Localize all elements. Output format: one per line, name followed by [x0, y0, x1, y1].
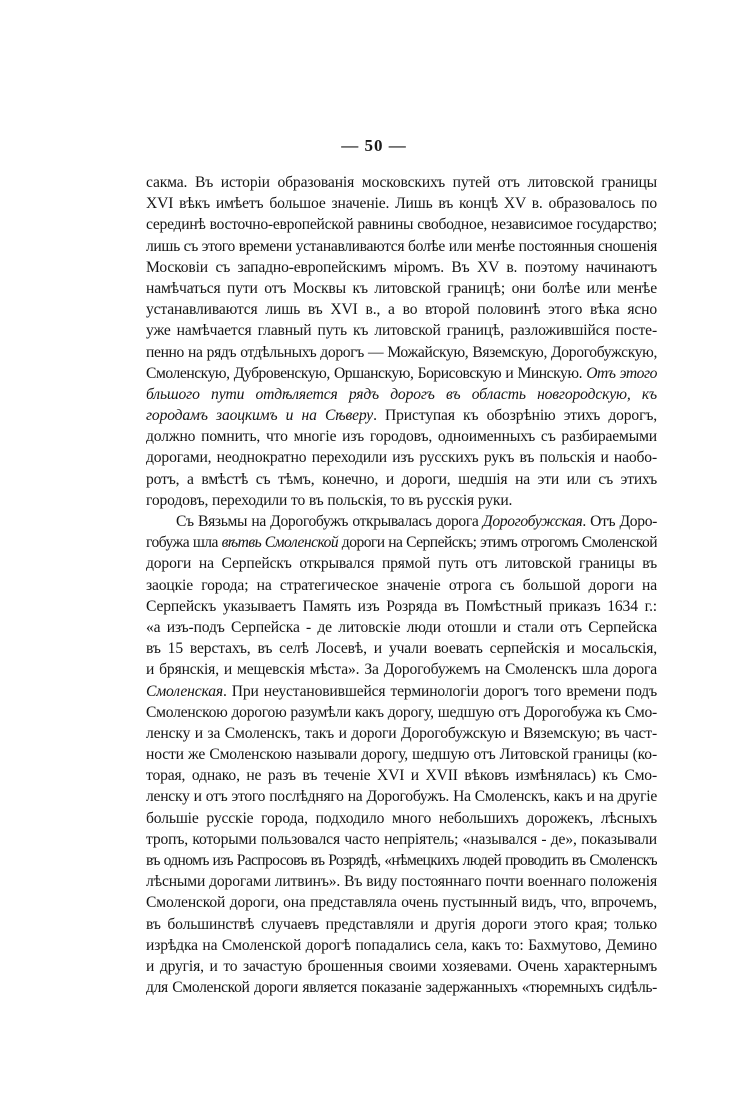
text-line — [146, 892, 657, 913]
text-line — [146, 596, 657, 617]
text-run: ности же Смоленскою называли дорогу, шедшую отъ Литовской границы (ко- — [146, 746, 657, 764]
text-line — [146, 447, 657, 468]
text-run: уже намѣчается главный путь къ литовской границѣ, разложившійся посте- — [146, 322, 657, 340]
text-line — [146, 469, 657, 490]
text-line — [146, 765, 657, 786]
text-run: ленску и за Смоленскъ, такъ и дороги Дорогобужскую и Вяземскую; въ част- — [146, 724, 657, 742]
text-run: ротъ, а вмѣстѣ съ тѣмъ, конечно, и дороги, шедшія на эти или съ этихъ — [146, 470, 657, 488]
text-line — [146, 956, 657, 977]
text-line — [146, 363, 657, 384]
text-line — [146, 532, 657, 553]
text-line — [146, 214, 657, 235]
text-run: устанавливаются лишь въ XVI в., а во второй половинѣ этого вѣка ясно — [146, 301, 657, 319]
text-run: . Отъ Доро- — [582, 513, 657, 530]
text-run: изрѣдка на Смоленской дорогѣ попадались села, какъ то: Бахмутово, Демино — [146, 936, 657, 954]
text-line — [146, 193, 657, 214]
italic-text: бльшого пути отдѣляется рядъ дорогъ въ область новгородскую, къ — [146, 385, 657, 403]
text-run: Смоленскою дорогою разумѣли какъ дорогу, шедшую отъ Дорогобужа къ Смо- — [146, 703, 657, 721]
text-line — [146, 257, 657, 278]
text-run: въ одномъ изъ Распросовъ въ Розрядѣ, «нѣмецкихъ людей проводить въ Смоленскъ — [146, 852, 657, 869]
text-line — [146, 511, 657, 532]
text-run: для Смоленской дороги является показаніе задержанныхъ «тюремныхъ сидѣль- — [146, 979, 657, 997]
text-line — [146, 723, 657, 744]
text-run: и брянскія, и мещевскія мѣста». За Дорогобужемъ на Смоленскъ шла дорога — [146, 661, 657, 679]
text-run: XVI вѣкъ имѣетъ большое значеніе. Лишь въ концѣ XV в. образовалось по — [146, 195, 657, 213]
page-number: — 50 — — [341, 136, 407, 155]
text-run: «а изъ-подъ Серпейска - де литовскіе люди отошли и стали отъ Серпейска — [146, 618, 657, 636]
text-line — [146, 172, 657, 193]
text-run: заоцкіе города; на стратегическое значеніе отрога съ большой дороги на — [146, 576, 657, 594]
body-text — [146, 172, 657, 998]
text-run: дорогами, неоднократно переходили изъ русскихъ рукъ въ польскія и наобо- — [146, 449, 657, 467]
text-line — [146, 935, 657, 956]
text-line — [146, 342, 657, 363]
text-line — [146, 871, 657, 892]
text-run: Московіи съ западно-европейскимъ міромъ. Въ XV в. поэтому начинаютъ — [146, 258, 657, 276]
paragraph — [146, 511, 657, 998]
text-line — [146, 299, 657, 320]
text-run: серединѣ восточно-европейской равнины свободное, независимое государство; — [146, 216, 657, 234]
text-run: въ 15 верстахъ, въ селѣ Лосевѣ, и учали воевать серпейскія и мосальскія, — [146, 640, 657, 658]
text-line — [146, 702, 657, 723]
text-line — [146, 659, 657, 680]
text-run: Съ Вязьмы на Дорогобужъ открывалась дорога — [176, 513, 483, 530]
text-line — [146, 236, 657, 257]
paragraph — [146, 172, 657, 511]
text-line — [146, 829, 657, 850]
text-run: . При неустановившейся терминологіи дорогъ того времени подъ — [222, 682, 657, 700]
text-run: гобужа шла — [146, 534, 222, 552]
text-line — [146, 278, 657, 299]
text-run: . Приступая къ обозрѣнію этихъ дорогъ, — [373, 407, 657, 425]
italic-text: городамъ заоцкимъ и на Сѣверу — [146, 407, 374, 425]
text-line — [146, 553, 657, 574]
text-run: Серпейскъ указываетъ Память изъ Розряда въ Помѣстный приказъ 1634 г.: — [146, 597, 657, 615]
text-run: городовъ, переходили то въ польскія, то въ русскія руки. — [146, 491, 513, 509]
text-run: пенно на рядъ отдѣльныхъ дорогъ — Можайскую, Вяземскую, Дорогобужскую, — [146, 343, 657, 361]
text-run: въ большинствѣ случаевъ представляли и другія дороги этого края; только — [146, 915, 657, 933]
italic-text: Дорогобужская — [482, 513, 583, 530]
text-line — [146, 808, 657, 829]
text-run: должно помнить, что многіе изъ городовъ, одноименныхъ съ разбираемыми — [146, 428, 657, 446]
text-run: дороги на Серпейскъ открывался прямой путь отъ литовской границы въ — [146, 555, 657, 573]
text-line — [146, 405, 657, 426]
text-run: лѣсными дорогами литвинъ». Въ виду постояннаго почти военнаго положенія — [146, 873, 657, 891]
text-line — [146, 850, 657, 871]
text-line — [146, 384, 657, 405]
text-run: сакма. Въ исторіи образованія московскихъ путей отъ литовской границы — [146, 174, 657, 191]
text-line — [146, 638, 657, 659]
text-line — [146, 575, 657, 596]
italic-text: Смоленская — [146, 682, 223, 700]
text-run: намѣчаться пути отъ Москвы къ литовской границѣ; они болѣе или менѣе — [146, 279, 657, 297]
text-line — [146, 426, 657, 447]
text-line — [146, 617, 657, 638]
text-run: Смоленской дороги, она представляла очень пустынный видъ, что, впрочемъ, — [146, 894, 657, 912]
text-line — [146, 977, 657, 998]
text-run: Смоленскую, Дубровенскую, Оршанскую, Борисовскую и Минскую. — [146, 364, 587, 382]
italic-text: вѣтвь Смоленской — [221, 534, 339, 552]
text-line — [146, 681, 657, 702]
text-line — [146, 786, 657, 807]
text-run: лишь съ этого времени устанавливаются болѣе или менѣе постоянныя сношенія — [146, 237, 657, 255]
text-line — [146, 744, 657, 765]
text-run: большіе русскіе города, подходило много небольшихъ дорожекъ, лѣсныхъ — [146, 809, 657, 827]
text-run: и другія, и то зачастую брошенныя своими хозяевами. Очень характернымъ — [146, 957, 657, 975]
text-run: торая, однако, не разъ въ теченіе XVI и XVII вѣковъ измѣнялась) къ Смо- — [146, 767, 657, 785]
text-line — [146, 490, 657, 511]
text-run: тропъ, которыми пользовался часто непріятель; «назывался - де», показывали — [146, 830, 657, 848]
text-run: ленску и отъ этого послѣдняго на Дорогобужъ. На Смоленскъ, какъ и на другіе — [146, 788, 657, 806]
text-line — [146, 320, 657, 341]
text-line — [146, 914, 657, 935]
text-run: дороги на Серпейскъ; этимъ отрогомъ Смоленской — [338, 534, 657, 552]
italic-text: Отъ этого — [586, 364, 657, 382]
